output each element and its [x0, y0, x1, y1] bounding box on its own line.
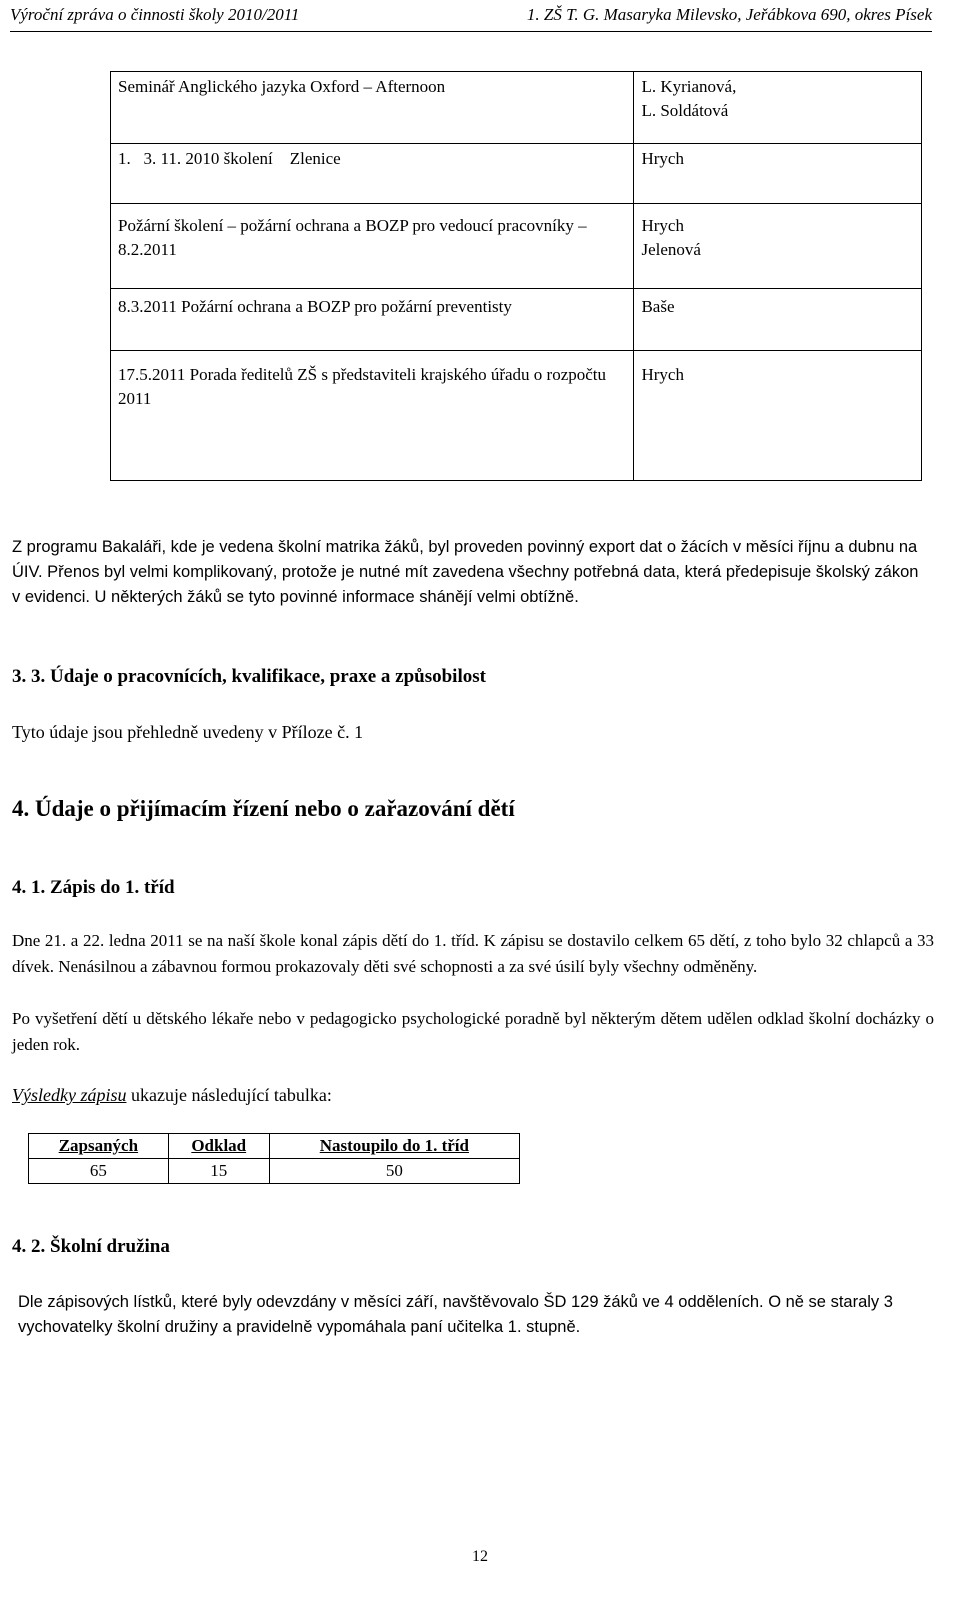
- table-cell: 15: [168, 1159, 269, 1184]
- after-school-paragraph: Dle zápisových lístků, které byly odevzdány v měsíci září, navštěvovalo ŠD 129 žáků ve 4 odděleních. O ně se staraly 3 vychovatelky školní družiny a pravidelně vypomáhala paní učitelka 1. stupně.: [18, 1293, 893, 1336]
- column-header: Odklad: [168, 1134, 269, 1159]
- results-label: Výsledky zápisu: [12, 1085, 127, 1105]
- bakalari-paragraph: Z programu Bakaláři, kde je vedena školní matrika žáků, byl proveden povinný export dat o žácích v měsíci říjnu a dubnu na ÚIV. Přenos byl velmi komplikovaný, protože je nutné mít zavedena všechny potřebná data, která předepisuje školský zákon v evidenci. U některých žáků se tyto povinné informace shánějí velmi obtížně.: [12, 538, 919, 606]
- enrollment-results-table: [28, 1133, 520, 1184]
- table-row: [111, 72, 922, 144]
- training-table: [110, 71, 922, 481]
- table-row: [111, 351, 922, 481]
- page-header: [10, 5, 932, 32]
- section-3-3-heading: 3. 3. Údaje o pracovnících, kvalifikace, praxe a způsobilost: [12, 666, 486, 687]
- column-header: Zapsaných: [29, 1134, 169, 1159]
- section-4-2-heading: 4. 2. Školní družina: [12, 1236, 170, 1257]
- results-suffix: ukazuje následující tabulka:: [126, 1085, 332, 1105]
- training-participants: Hrych Jelenová: [634, 204, 922, 289]
- training-event: Seminář Anglického jazyka Oxford – Afternoon: [111, 72, 634, 144]
- enrollment-paragraph: Dne 21. a 22. ledna 2011 se na naší škole konal zápis dětí do 1. tříd. K zápisu se dostavilo celkem 65 dětí, z toho bylo 32 chlapců a 33 dívek. Nenásilnou a zábavnou formou prokazovaly děti své schopnosti a za své úsilí byly všechny odměněny.: [12, 931, 934, 976]
- page-number: 12: [472, 1548, 488, 1565]
- table-row: [29, 1159, 520, 1184]
- table-row: [111, 144, 922, 204]
- training-event: 8.3.2011 Požární ochrana a BOZP pro požární preventisty: [111, 289, 634, 351]
- deferral-paragraph: Po vyšetření dětí u dětského lékaře nebo v pedagogicko psychologické poradně byl některým dětem udělen odklad školní docházky o jeden rok.: [12, 1009, 934, 1054]
- table-cell: 65: [29, 1159, 169, 1184]
- table-header-row: [29, 1134, 520, 1159]
- training-event: 17.5.2011 Porada ředitelů ZŠ s představiteli krajského úřadu o rozpočtu 2011: [111, 351, 634, 481]
- results-intro: [12, 1083, 332, 1107]
- column-header: Nastoupilo do 1. tříd: [269, 1134, 519, 1159]
- training-participants: Hrych: [634, 351, 922, 481]
- table-row: [111, 204, 922, 289]
- report-title: Výroční zpráva o činnosti školy 2010/2011: [10, 5, 300, 24]
- section-4-heading: 4. Údaje o přijímacím řízení nebo o zařazování dětí: [12, 796, 515, 821]
- training-event: 1. 3. 11. 2010 školení Zlenice: [111, 144, 634, 204]
- section-3-3-text: Tyto údaje jsou přehledně uvedeny v Příloze č. 1: [12, 722, 364, 742]
- section-4-1-heading: 4. 1. Zápis do 1. tříd: [12, 877, 175, 898]
- training-participants: L. Kyrianová, L. Soldátová: [634, 72, 922, 144]
- school-name: 1. ZŠ T. G. Masaryka Milevsko, Jeřábkova 690, okres Písek: [526, 5, 932, 24]
- training-participants: Baše: [634, 289, 922, 351]
- training-event: Požární školení – požární ochrana a BOZP pro vedoucí pracovníky – 8.2.2011: [111, 204, 634, 289]
- table-cell: 50: [269, 1159, 519, 1184]
- table-row: [111, 289, 922, 351]
- training-participants: Hrych: [634, 144, 922, 204]
